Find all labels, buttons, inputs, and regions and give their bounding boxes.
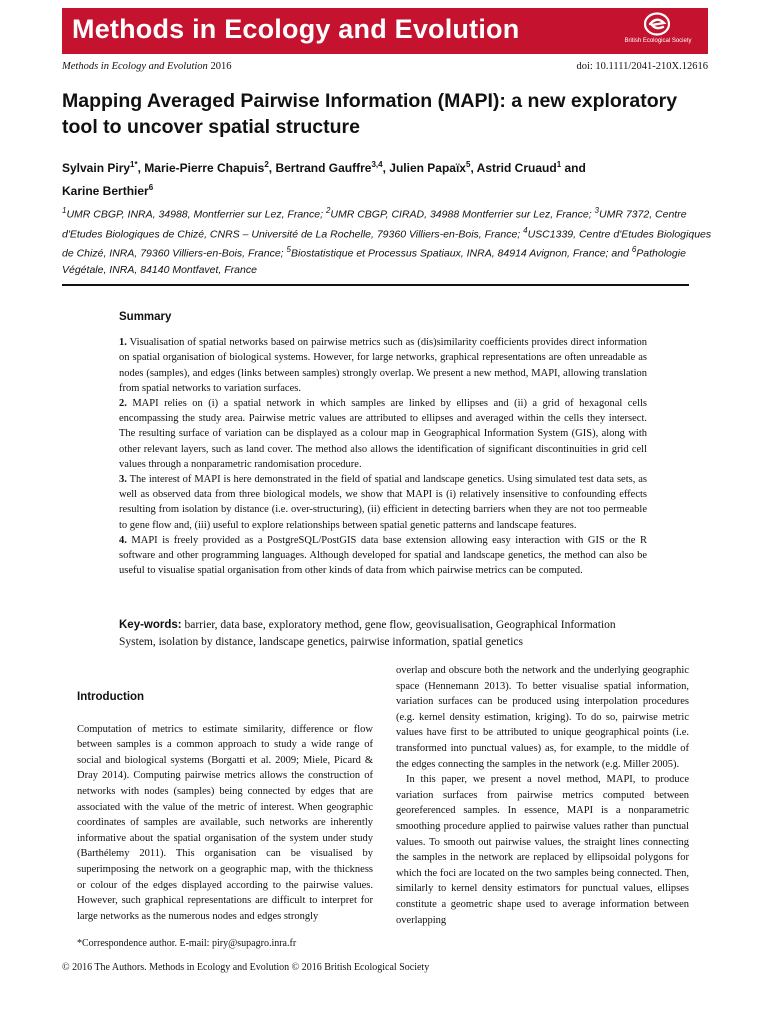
doi: doi: 10.1111/2041-210X.12616 bbox=[576, 61, 708, 72]
author-name: Bertrand Gauffre bbox=[275, 161, 372, 175]
affiliation-sup: 5 bbox=[286, 245, 291, 254]
keywords-label: Key-words: bbox=[119, 619, 182, 631]
affiliation-sup: 2 bbox=[325, 206, 331, 215]
affiliation: UMR CBGP, INRA, 34988, Montferrier sur Lez, France; bbox=[66, 208, 326, 221]
author-list: Sylvain Piry$^{1*}$, Marie-Pierre Chapuis$^2$, Bertrand Gauffre$^{3,4}$, Julien Papaïx$^5$, Astrid Cruaud$^1$ and Karine Berthier$^6$ bbox=[62, 160, 586, 198]
summary-item-text: The interest of MAPI is here demonstrated in the field of spatial and landscape genetics. Using simulated test data sets, as well as observed data from three biological models, we show that MAPI is (i) relatively insensitive to confounding effects resulting from isolation by distance (i.e. over-structuring), (ii) efficient in detecting barriers when they are not too permeable to gene flow and, (iii) useful to explore relationships between spatial genetic patterns and landscape features. bbox=[119, 474, 647, 531]
citation-year: 2016 bbox=[210, 61, 232, 72]
summary-item bbox=[119, 533, 647, 579]
journal-banner-title: Methods in Ecology and Evolution bbox=[72, 14, 520, 44]
copyright-footer: © 2016 The Authors. Methods in Ecology and Evolution © 2016 British Ecological Society bbox=[62, 962, 430, 973]
author-sup: 5 bbox=[465, 160, 471, 169]
citation-journal: Methods in Ecology and Evolution bbox=[62, 61, 208, 72]
summary-item-text: Visualisation of spatial networks based on pairwise metrics such as (dis)similarity coefficients provides direct information on spatial organisation of biological systems. However, for large networks, graphical representations are often unreadable as nodes (samples), and edges (links between samples) strongly overlap. We present a new method, MAPI, allowing translation from spatial networks to variation surfaces. bbox=[119, 337, 647, 394]
author-sup: 6 bbox=[148, 183, 154, 192]
citation-line bbox=[62, 61, 231, 72]
author-sup: 3,4 bbox=[371, 160, 383, 169]
affiliation-sup: 1 bbox=[62, 206, 67, 215]
summary-item bbox=[119, 335, 647, 396]
affiliation: UMR CBGP, CIRAD, 34988 Montferrier sur Lez, France; bbox=[330, 208, 595, 221]
summary-section bbox=[119, 310, 647, 578]
body-paragraph: overlap and obscure both the network and the underlying geographic space (Hennemann 2013). To better visualise spatial information, variation surfaces can be produced using interpolation procedures (e.g. kernel density estimation, kriging). To do so, pairwise metric values have first to be attributed to unique geographical points (i.e. transformed into punctual values) as, for example, to the middle of the edges connecting the samples in the network (e.g. Miller 2005). bbox=[396, 665, 689, 770]
summary-item-text: MAPI is freely provided as a PostgreSQL/PostGIS data base extension allowing easy interaction with GIS or the R software and other programming languages. Although developed for spatial and landscape genetics, the method can also be useful to visualise spatial organisation from other kinds of data from which pairwise metrics can be computed. bbox=[119, 534, 647, 577]
summary-item-number: 3. bbox=[119, 474, 127, 486]
body-left-column bbox=[77, 690, 373, 924]
affiliation: Pathologie Végétale, INRA, 84140 Montfavet, France bbox=[62, 247, 686, 276]
body-paragraph: Computation of metrics to estimate similarity, difference or flow between samples is a common approach to study a wide range of social and biological systems (Borgatti et al. 2009; Miele, Picard & Dray 2014). Computing pairwise metrics allows the construction of networks with nodes (samples) being connected by edges that are associated with the value of the metric of interest. When geographic coordinates of samples are available, such networks are inherently informative about the spatial organisation of the system under study (Barthélemy 2011). This organisation can be visualised by superimposing the network on a geographic map, with the thickness or colour of the edges displayed according to the pairwise values. However, such graphical representations are difficult to interpret for large networks as the numerous nodes and edges strongly bbox=[77, 723, 373, 922]
affiliation-sup: 6 bbox=[631, 245, 637, 254]
summary-item-text: MAPI relies on (i) a spatial network in which samples are linked by ellipses and (ii) a grid of hexagonal cells encompassing the study area. Pairwise metric values are attributed to ellipses and averaged within the cells they intersect. The resulting surface of variation can be displayed as a colour map in Geographical Information System (GIS), along with other relevant layers, such as land cover. The method also allows the identification of significant discontinuities in grid cell values through a nonparametric randomisation procedure. bbox=[119, 398, 647, 470]
summary-item bbox=[119, 396, 647, 472]
journal-banner bbox=[62, 8, 708, 54]
author-name: Astrid Cruaud bbox=[476, 161, 557, 175]
correspondence-note: *Correspondence author. E-mail: piry@supagro.inra.fr bbox=[77, 938, 297, 949]
summary-item-number: 2. bbox=[119, 398, 127, 410]
body-right-column bbox=[396, 663, 689, 928]
society-logo-icon bbox=[644, 12, 670, 36]
affiliation: Biostatistique et Processus Spatiaux, INRA, 84914 Avignon, France; and bbox=[290, 247, 632, 260]
introduction-heading: Introduction bbox=[77, 691, 145, 703]
affiliation-sup: 3 bbox=[594, 206, 599, 215]
affiliation: UMR 7372, Centre d'Etudes Biologiques de Chizé, CNRS – Université de La Rochelle, 79360 Villiers-en-Bois, France; bbox=[62, 208, 687, 240]
affiliation-sup: 4 bbox=[523, 225, 528, 235]
society-logo bbox=[618, 12, 698, 50]
author-name: Karine Berthier bbox=[62, 184, 149, 198]
affiliation: USC1339, Centre d'Etudes Biologiques de Chizé, INRA, 79360 Villiers-en-Bois, France; bbox=[62, 228, 712, 260]
keywords-text: barrier, data base, exploratory method, gene flow, geovisualisation, Geographical Information System, isolation by distance, landscape genetics, pairwise information, spatial genetics bbox=[119, 619, 616, 648]
author-name: Julien Papaïx bbox=[389, 161, 466, 175]
author-sup: 1* bbox=[130, 160, 138, 169]
summary-item-number: 4. bbox=[119, 534, 127, 546]
summary-item bbox=[119, 472, 647, 533]
summary-heading: Summary bbox=[119, 311, 172, 323]
author-name: Sylvain Piry bbox=[62, 161, 131, 175]
body-paragraph: In this paper, we present a novel method, MAPI, to produce variation surfaces from pairwise metrics computed between georeferenced samples. In essence, MAPI is a nonparametric smoothing procedure applied to pairwise values rather than punctual values. To smooth out pairwise values, the straight lines connecting the samples in the network are replaced by ellipsoidal polygons for which the foci are located on the two samples being connected. Then, similarly to kernel density estimators for punctual values, ellipses constitute a geometric shape used to average information between overlapping bbox=[396, 774, 689, 926]
affiliations bbox=[62, 203, 712, 278]
keywords bbox=[119, 617, 647, 651]
author-sup: 2 bbox=[264, 160, 269, 169]
summary-item-number: 1. bbox=[119, 337, 127, 349]
author-name: Marie-Pierre Chapuis bbox=[144, 161, 265, 175]
divider bbox=[62, 284, 689, 286]
article-title: Mapping Averaged Pairwise Information (MAPI): a new exploratory tool to uncover spatial structure bbox=[62, 90, 678, 138]
society-logo-text: British Ecological Society bbox=[624, 38, 692, 44]
author-sup: 1 bbox=[556, 160, 562, 169]
